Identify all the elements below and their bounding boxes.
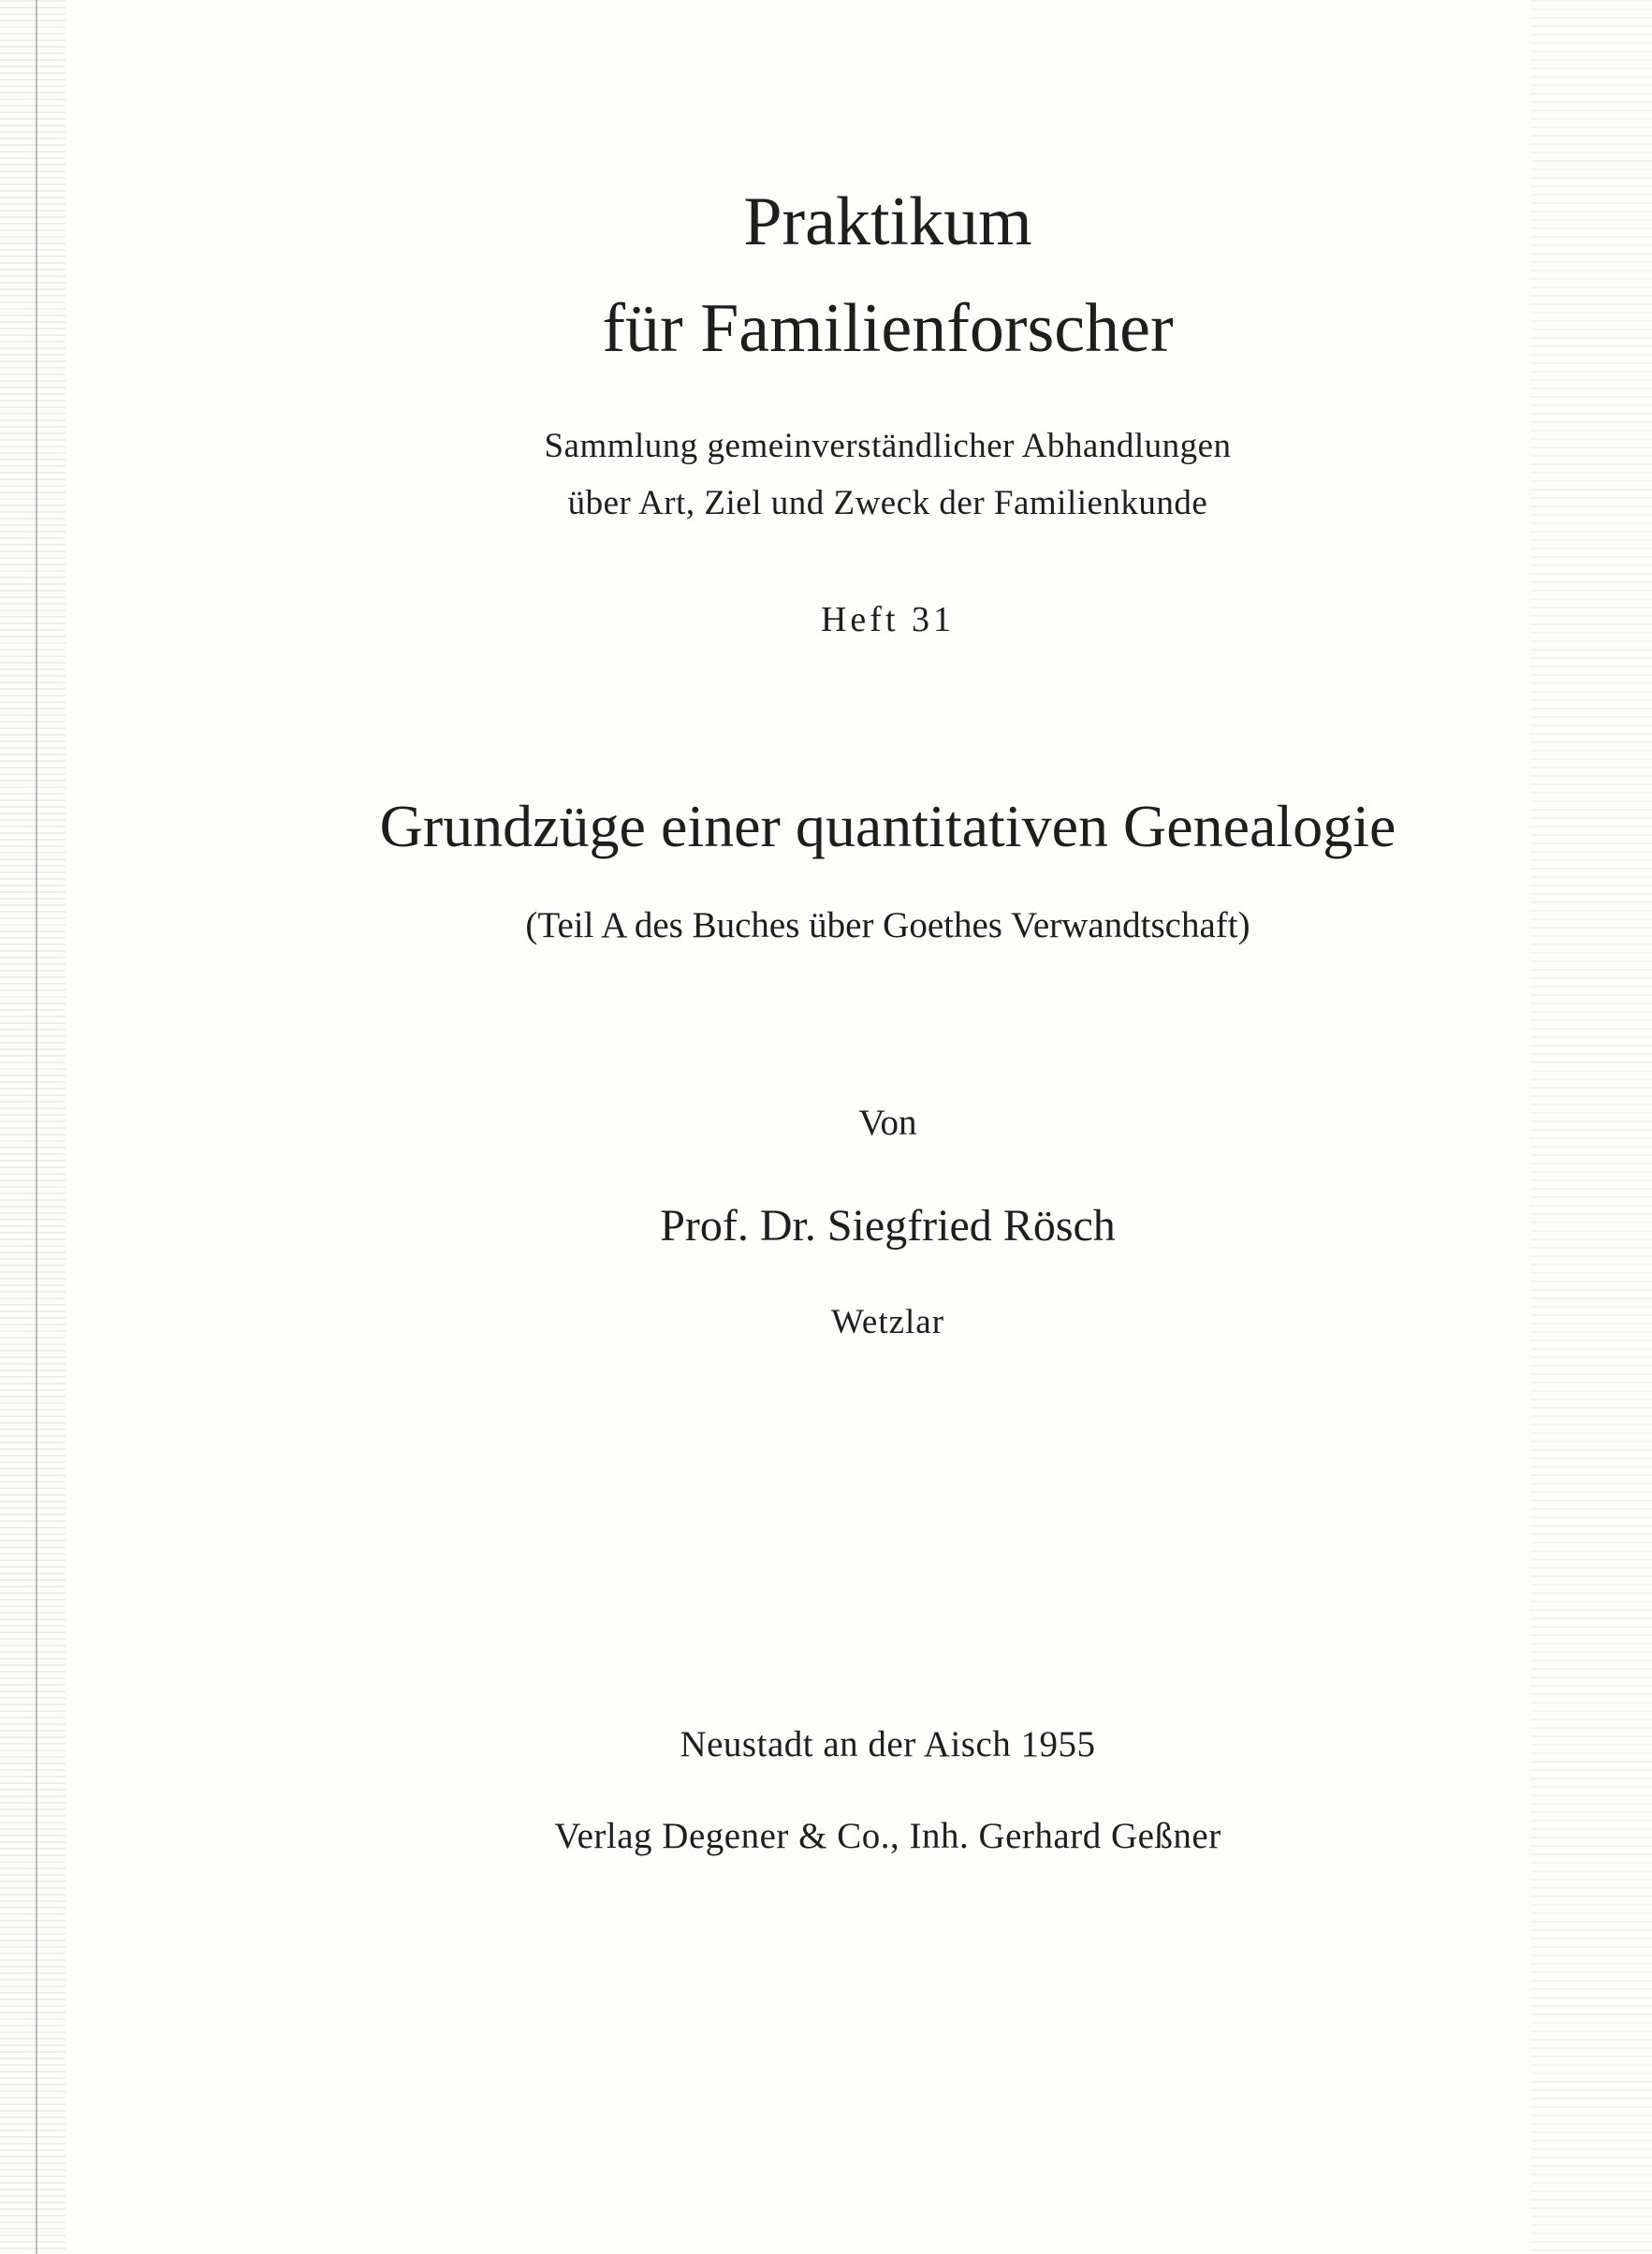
by-label: Von xyxy=(858,1103,917,1143)
author-name: Prof. Dr. Siegfried Rösch xyxy=(660,1201,1116,1251)
series-title-line1: Praktikum xyxy=(743,183,1032,260)
issue-number: Heft 31 xyxy=(820,600,956,639)
imprint-place-year: Neustadt an der Aisch 1955 xyxy=(680,1724,1096,1764)
series-title-line2: für Familienforscher xyxy=(602,290,1174,367)
scan-page-edge xyxy=(36,0,37,2254)
series-subtitle-line2: über Art, Ziel und Zweck der Familienkunde xyxy=(567,484,1208,522)
book-title: Grundzüge einer quantitativen Genealogie xyxy=(379,793,1396,859)
series-subtitle-line1: Sammlung gemeinverständlicher Abhandlungen xyxy=(544,427,1232,465)
book-subtitle: (Teil A des Buches über Goethes Verwandtschaft) xyxy=(525,905,1250,945)
author-place: Wetzlar xyxy=(830,1303,945,1341)
publisher: Verlag Degener & Co., Inh. Gerhard Geßner xyxy=(554,1816,1221,1856)
scan-edge-noise-left xyxy=(0,0,66,2254)
